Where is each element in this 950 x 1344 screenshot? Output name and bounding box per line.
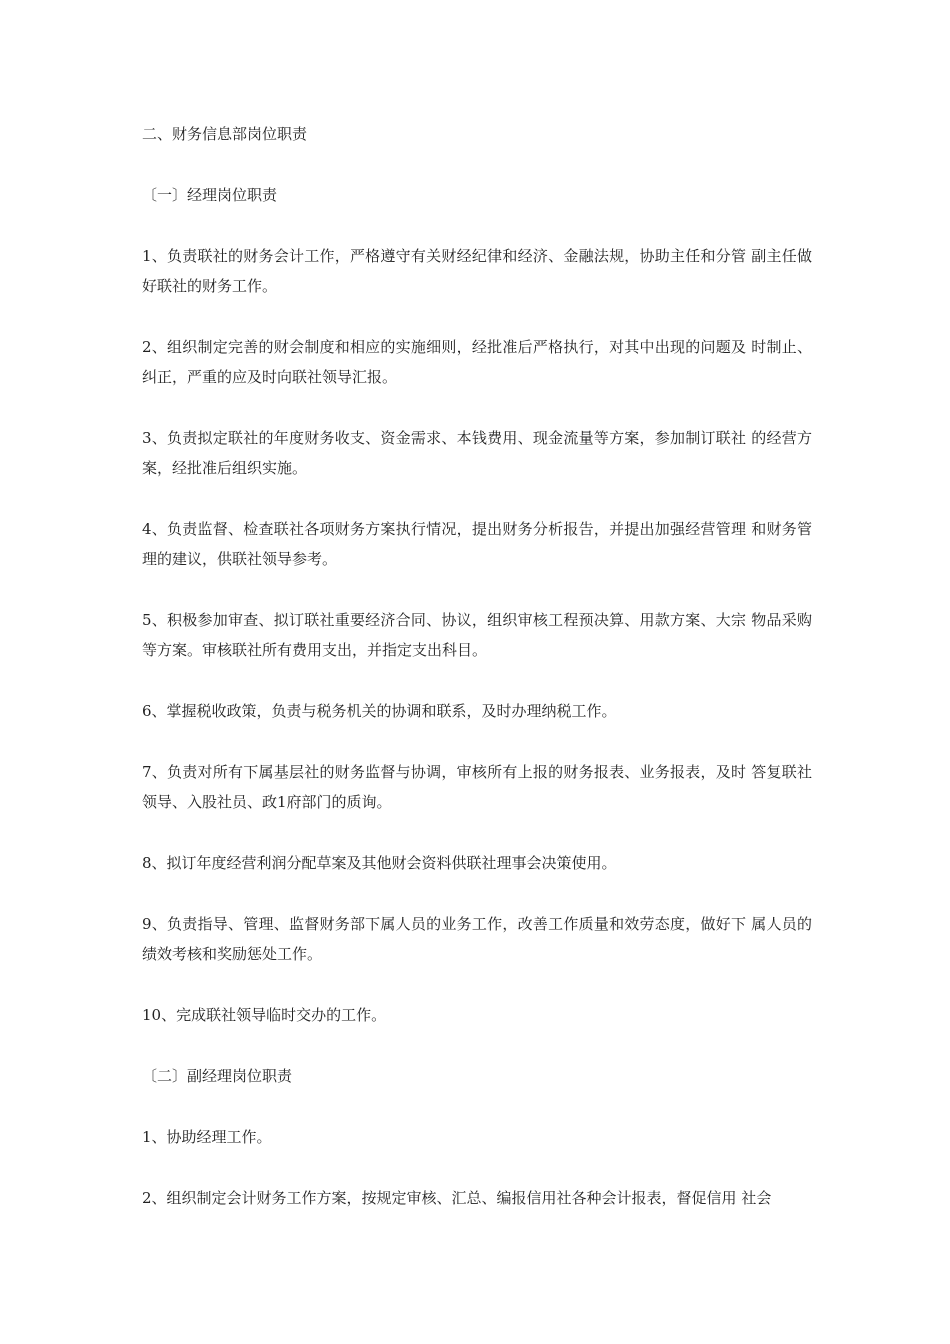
section-title: 二、财务信息部岗位职责 bbox=[142, 125, 308, 143]
manager-duty-item: 7、负责对所有下属基层社的财务监督与协调，审核所有上报的财务报表、业务报表，及时 答复联社领导、入股社员、政1府部门的质询。 bbox=[142, 763, 812, 811]
manager-duty-item: 8、拟订年度经营利润分配草案及其他财会资料供联社理事会决策使用。 bbox=[142, 854, 617, 872]
document-body bbox=[142, 119, 812, 1244]
manager-duty-item: 3、负责拟定联社的年度财务收支、资金需求、本钱费用、现金流量等方案，参加制订联社 的经营方案，经批准后组织实施。 bbox=[142, 429, 812, 477]
deputy-duty-item: 1、协助经理工作。 bbox=[142, 1128, 272, 1146]
manager-duty-item: 2、组织制定完善的财会制度和相应的实施细则，经批准后严格执行，对其中出现的问题及 时制止、纠正，严重的应及时向联社领导汇报。 bbox=[142, 338, 812, 386]
subsection-title-deputy: 〔二〕副经理岗位职责 bbox=[142, 1067, 293, 1085]
manager-duty-item: 6、掌握税收政策，负责与税务机关的协调和联系，及时办理纳税工作。 bbox=[142, 702, 617, 720]
subsection-title-manager: 〔一〕经理岗位职责 bbox=[142, 186, 278, 204]
manager-duty-item: 5、积极参加审查、拟订联社重要经济合同、协议，组织审核工程预决算、用款方案、大宗 物品采购等方案。审核联社所有费用支出，并指定支出科目。 bbox=[142, 611, 812, 659]
manager-duty-item: 10、完成联社领导临时交办的工作。 bbox=[142, 1006, 387, 1024]
manager-duty-item: 4、负责监督、检查联社各项财务方案执行情况，提出财务分析报告，并提出加强经营管理 和财务管理的建议，供联社领导参考。 bbox=[142, 520, 812, 568]
deputy-duty-item: 2、组织制定会计财务工作方案，按规定审核、汇总、编报信用社各种会计报表，督促信用 社会 bbox=[142, 1189, 772, 1207]
manager-duty-item: 1、负责联社的财务会计工作，严格遵守有关财经纪律和经济、金融法规，协助主任和分管 副主任做好联社的财务工作。 bbox=[142, 247, 812, 295]
manager-duty-item: 9、负责指导、管理、监督财务部下属人员的业务工作，改善工作质量和效劳态度，做好下 属人员的绩效考核和奖励惩处工作。 bbox=[142, 915, 812, 963]
